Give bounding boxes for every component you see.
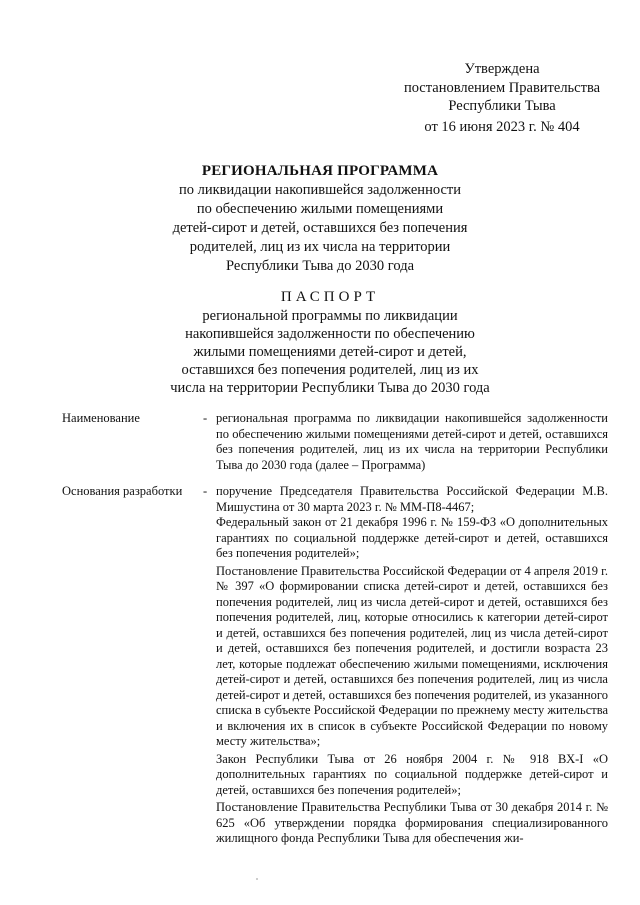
row-paragraph: Федеральный закон от 21 декабря 1996 г. № 159-ФЗ «О дополнительных гарантиях по социальной поддержке детей-сирот и детей, оставшихся без попечения родителей»; — [216, 515, 608, 560]
row-paragraph: региональная программа по ликвидации накопившейся задолженности по обеспечению жилыми помещениями детей-сирот и детей, оставшихся без попечения родителей, лиц из их числа на территории Республики Тыва до 2030 года (далее – Программа) — [216, 411, 608, 472]
approval-line-republic: Республики Тыва — [448, 98, 556, 114]
row-paragraph: Постановление Правительства Российской Федерации от 4 апреля 2019 г. № 397 «О формировании списка детей-сирот и детей, оставшихся без попечения родителей, лиц из числа детей-сирот и детей, оставшихся без попечения родителей, лиц, которые относились к категории детей-сирот и детей, оставшихся без попечения родителей, лиц из числа детей-сирот и детей, оставшихся без попечения родителей, и достигли возраста 23 лет, которые подлежат обеспечению жилыми помещениями, исключения детей-сирот и детей, оставшихся без попечения родителей, лиц из числа детей-сирот и детей, оставшихся без попечения родителей, из указанного списка в субъекте Российской Федерации по прежнему месту жительства и включения их в список в субъекте Российской Федерации по новому месту жительства»; — [216, 563, 608, 748]
row-paragraph: поручение Председателя Правительства Российской Федерации М.В. Мишустина от 30 марта 2023 г. № ММ-П8-4467; — [216, 484, 608, 514]
passport-title-line: числа на территории Республики Тыва до 2030 года — [170, 380, 490, 396]
program-title-line: Республики Тыва до 2030 года — [225, 258, 415, 274]
row-content-name — [216, 411, 608, 473]
program-title — [90, 162, 550, 276]
row-label-basis: Основания разработки — [62, 484, 183, 498]
passport-title — [120, 288, 540, 397]
program-title-heading: РЕГИОНАЛЬНАЯ ПРОГРАММА — [201, 163, 439, 179]
scan-speck — [256, 878, 258, 880]
approval-line-resolution: постановлением Правительства — [403, 79, 601, 96]
row-paragraph: Постановление Правительства Республики Тыва от 30 декабря 2014 г. № 625 «Об утверждении порядка формирования специализированного жилищного фонда Республики Тыва для обеспечения жи- — [216, 800, 608, 845]
passport-title-line: накопившейся задолженности по обеспечению — [185, 326, 475, 342]
row-paragraph: Закон Республики Тыва от 26 ноября 2004 г. № 918 ВХ-I «О дополнительных гарантиях по социальной поддержке детей-сирот и детей, оставшихся без попечения родителей»; — [216, 751, 608, 797]
program-title-line: по ликвидации накопившейся задолженности — [179, 182, 461, 198]
approval-stamp — [392, 60, 612, 136]
approval-line-date-number: от 16 июня 2023 г. № 404 — [424, 118, 580, 135]
row-dash: - — [203, 411, 208, 425]
passport-title-line: жилыми помещениями детей-сирот и детей, — [193, 344, 467, 360]
passport-title-line: региональной программы по ликвидации — [202, 308, 458, 324]
program-title-line: родителей, лиц из их числа на территории — [189, 239, 451, 255]
passport-title-line: оставшихся без попечения родителей, лиц из их — [181, 362, 479, 378]
row-dash: - — [203, 484, 208, 498]
row-label-name: Наименование — [62, 411, 140, 425]
passport-heading: ПАСПОРТ — [280, 289, 380, 305]
program-title-line: по обеспечению жилыми помещениями — [196, 201, 444, 217]
row-content-basis — [216, 484, 608, 847]
approval-line-approved: Утверждена — [464, 61, 540, 77]
program-title-line: детей-сирот и детей, оставшихся без попечения — [172, 220, 468, 236]
